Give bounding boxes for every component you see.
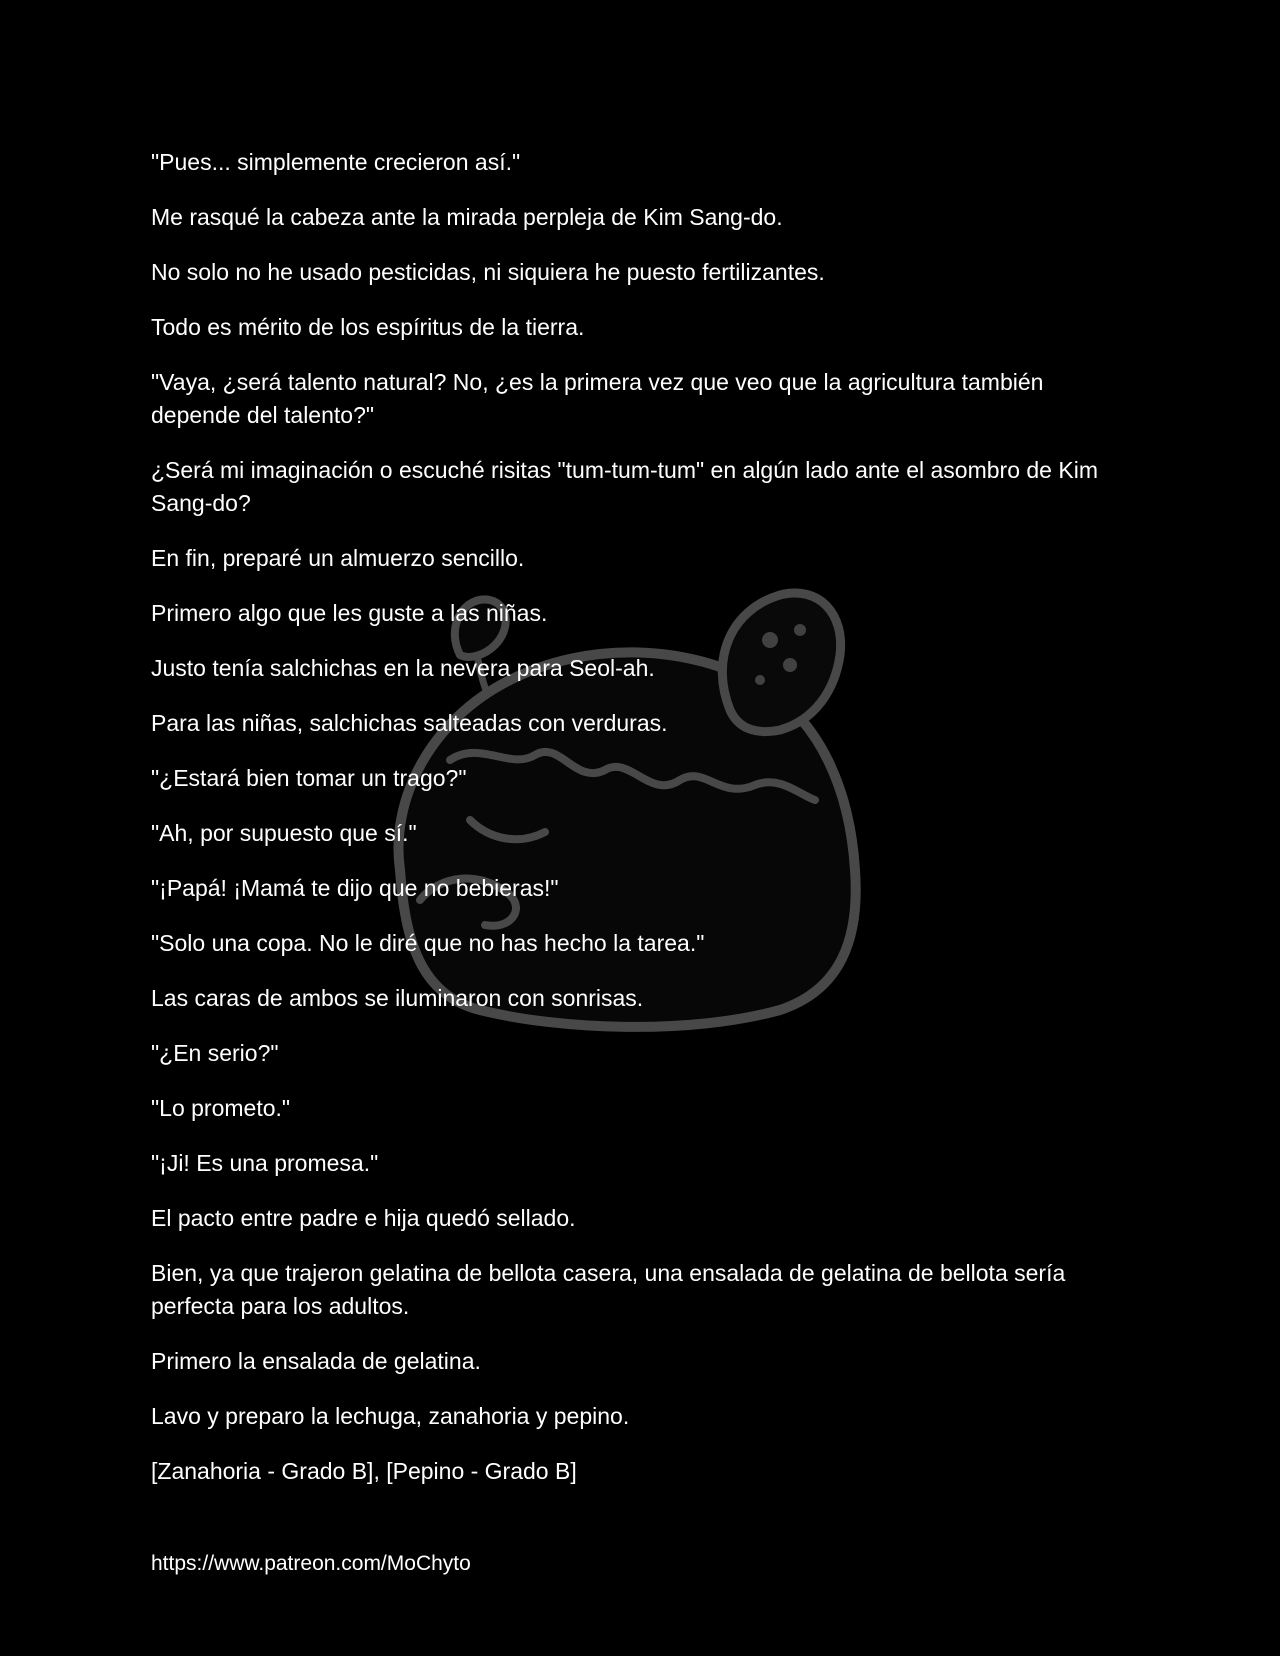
paragraph: "¡Papá! ¡Mamá te dijo que no bebieras!" [151, 875, 559, 901]
paragraph: Todo es mérito de los espíritus de la tierra. [151, 314, 585, 340]
paragraph: ¿Será mi imaginación o escuché risitas "tum-tum-tum" en algún lado ante el asombro de Kim Sang-do? [151, 457, 1098, 516]
paragraph: Bien, ya que trajeron gelatina de bellota casera, una ensalada de gelatina de bellota sería perfecta para los adultos. [151, 1260, 1066, 1319]
paragraph: Primero algo que les guste a las niñas. [151, 600, 548, 626]
paragraph: "Ah, por supuesto que sí." [151, 820, 417, 846]
paragraph: El pacto entre padre e hija quedó sellado. [151, 1205, 576, 1231]
paragraph: [Zanahoria - Grado B], [Pepino - Grado B] [151, 1458, 577, 1484]
paragraph: Lavo y preparo la lechuga, zanahoria y pepino. [151, 1403, 630, 1429]
paragraph: Para las niñas, salchichas salteadas con verduras. [151, 710, 668, 736]
paragraph: "Solo una copa. No le diré que no has hecho la tarea." [151, 930, 705, 956]
paragraph: Me rasqué la cabeza ante la mirada perpleja de Kim Sang-do. [151, 204, 783, 230]
paragraph: "¿En serio?" [151, 1040, 279, 1066]
paragraph: "Pues... simplemente crecieron así." [151, 149, 521, 175]
paragraph: "¿Estará bien tomar un trago?" [151, 765, 467, 791]
paragraph: En fin, preparé un almuerzo sencillo. [151, 545, 525, 571]
paragraph: Primero la ensalada de gelatina. [151, 1348, 481, 1374]
paragraph: "Vaya, ¿será talento natural? No, ¿es la primera vez que veo que la agricultura también depende del talento?" [151, 369, 1044, 428]
chapter-text [151, 146, 1136, 1510]
paragraph: "¡Ji! Es una promesa." [151, 1150, 379, 1176]
paragraph: Justo tenía salchichas en la nevera para Seol-ah. [151, 655, 655, 681]
paragraph: "Lo prometo." [151, 1095, 291, 1121]
paragraph: No solo no he usado pesticidas, ni siquiera he puesto fertilizantes. [151, 259, 825, 285]
patreon-link[interactable]: https://www.patreon.com/MoChyto [151, 1552, 471, 1575]
paragraph: Las caras de ambos se iluminaron con sonrisas. [151, 985, 644, 1011]
